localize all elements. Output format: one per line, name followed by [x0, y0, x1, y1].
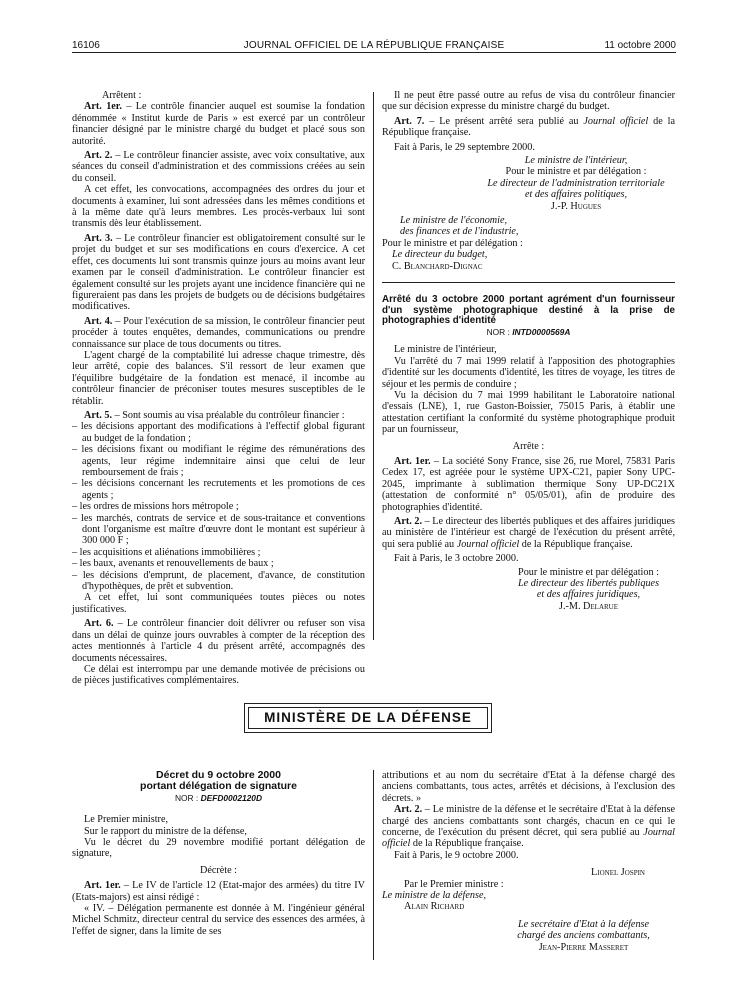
list-item: – les acquisitions et aliénations immobilières ;: [72, 546, 261, 558]
column-divider-bottom: [373, 770, 374, 960]
list-item: – les décisions concernant les recrutements et les promotions de ces agents ;: [72, 478, 365, 501]
arrete-title: Arrêté du 3 octobre 2000 portant agrément d'un fournisseur d'un système photographique destiné à la prise de photographies d'identité: [382, 294, 675, 327]
ministre-defense: Le ministre de la défense,: [382, 890, 487, 902]
column-divider: [373, 92, 374, 640]
decret-continuation: attributions et au nom du secrétaire d'Etat à la défense chargé des anciens combattants, tous actes, arrêtés et décisions, à l'exclusion des décrets. »: [382, 770, 675, 804]
decret-paragraph-iv: « IV. – Délégation permanente est donnée à M. l'ingénieur général Michel Schmitz, directeur central du service des essences des armées, à l'effet de signer, dans la limite de ses: [72, 903, 365, 937]
arrete-heading: Arrête :: [512, 440, 545, 452]
ministry-section-title: MINISTÈRE DE LA DÉFENSE: [248, 707, 488, 729]
separator: [382, 282, 675, 283]
vu-1: Vu l'arrêté du 7 mai 1999 relatif à l'apposition des photographies d'identité sur les documents d'identité, les titres de voyage, les titres de séjour et les permis de conduire ;: [382, 355, 675, 390]
list-item: – les décisions apportant des modifications à l'effectif global figurant au budget de la fondation ;: [72, 421, 365, 444]
article-4-paragraph: L'agent chargé de la comptabilité lui adresse chaque trimestre, dès leur arrêté, copie des balances. S'il ressort de leur examen que l'équilibre budgétaire de la fondation est menacé, il incombe au contrôleur financier de préconiser toutes mesures susceptibles de le rétablir.: [72, 349, 365, 407]
article-2-paragraph: A cet effet, les convocations, accompagnées des ordres du jour et documents à examiner, lui sont adressées dans les mêmes conditions et à la même date qu'à leurs membres. Les procès-verbaux lui sont transmis dès leur établissement.: [72, 184, 365, 230]
signature-block-1: Le ministre de l'intérieur, Pour le ministre et par délégation : Le directeur de l'administration territoriale et des affaires politiques, J.-P. Hugues: [487, 155, 665, 212]
nor-reference: NOR : INTD0000569A: [486, 326, 571, 337]
nor-reference-2: NOR : DEFD0002120D: [174, 792, 263, 803]
article-5: Art. 5. – Sont soumis au visa préalable du contrôleur financier :: [84, 409, 345, 421]
issue-date: 11 octobre 2000: [604, 40, 676, 51]
par-premier-ministre: Par le Premier ministre :: [404, 878, 504, 890]
signature-richard: Alain Richard: [404, 901, 465, 913]
decrete-heading: Décrète :: [199, 864, 238, 876]
ministry-section-box: [244, 703, 492, 733]
sur-le-rapport: Sur le rapport du ministre de la défense,: [84, 825, 247, 837]
arrete-article-2: Art. 2. – Le directeur des libertés publiques et des affaires juridiques au ministère de l'intérieur est chargé de l'exécution du présent arrêté, qui sera publié au Journal officiel de la République française.: [382, 515, 675, 550]
article-1: Art. 1er. – Le contrôle financier auquel est soumise la fondation dénommée « Institut kurde de Paris » est exercé par un contrôleur financier désigné par le ministre chargé du budget et placé sous son autorité.: [72, 101, 365, 147]
right-paragraph-1: Il ne peut être passé outre au refus de visa du contrôleur financier que sur décision expresse du ministre chargé du budget.: [382, 90, 675, 113]
list-item: – les baux, avenants et renouvellements de baux ;: [72, 558, 274, 570]
list-item: – les décisions fixant ou modifiant le régime des rémunérations des agents, leur régime indemnitaire ainsi que celui de leur remboursement de frais ;: [72, 444, 365, 478]
decret-article-2: Art. 2. – Le ministre de la défense et le secrétaire d'Etat à la défense chargé des anciens combattants sont chargés, chacun en ce qui le concerne, de l'exécution du présent décret, qui sera publié au Journal officiel de la République française.: [382, 804, 675, 850]
premier-ministre: Le Premier ministre,: [84, 814, 169, 826]
list-item: – les décisions d'emprunt, de placement, d'avance, de constitution d'hypothèques, de prêt et subvention.: [72, 569, 365, 593]
list-item: – les ordres de missions hors métropole ;: [72, 501, 239, 513]
bottom-right-column: [382, 770, 675, 953]
decret-title-1: Décret du 9 octobre 2000: [156, 769, 281, 781]
article-5-paragraph: A cet effet, lui sont communiquées toutes pièces ou notes justificatives.: [72, 592, 365, 615]
signature-block-masseret: Le secrétaire d'Etat à la défense chargé des anciens combattants, Jean-Pierre Masseret: [517, 918, 650, 953]
decret-article-1: Art. 1er. – Le IV de l'article 12 (Etat-major des armées) du titre IV (Etats-majors) est ainsi rédigé :: [72, 880, 365, 903]
right-column: [382, 90, 675, 612]
signature-block-3: Pour le ministre et par délégation : Le directeur des libertés publiques et des affaires juridiques, J.-M. Delarue: [517, 566, 660, 612]
journal-title: JOURNAL OFFICIEL DE LA RÉPUBLIQUE FRANÇAISE: [243, 40, 505, 51]
signature-block-2: Le ministre de l'économie, des finances et de l'industrie, Pour le ministre et par délégation : Le directeur du budget, C. Blanchard-Dignac: [382, 215, 523, 272]
article-4: Art. 4. – Pour l'exécution de sa mission, le contrôleur financier peut procéder à toutes enquêtes, demandes, communications ou prendre connaissance sur place de tous documents ou titres.: [72, 315, 365, 350]
fait-date: Fait à Paris, le 29 septembre 2000.: [394, 141, 535, 153]
page-number: 16106: [72, 40, 100, 51]
fait-date-2: Fait à Paris, le 3 octobre 2000.: [394, 553, 519, 565]
article-7: Art. 7. – Le présent arrêté sera publié au Journal officiel de la République française.: [382, 115, 676, 139]
list-item: – les marchés, contrats de service et de sous-traitance et conventions dont l'organisme est maître d'œuvre dont le montant est supérieur à 300 000 F ;: [72, 512, 365, 547]
article-2: Art. 2. – Le contrôleur financier assiste, avec voix consultative, aux séances du conseil d'administration et des commissions créées au sein du conseil.: [72, 150, 365, 184]
minister-intro: Le ministre de l'intérieur,: [394, 344, 497, 356]
article-3: Art. 3. – Le contrôleur financier est obligatoirement consulté sur le projet du budget et sur ses modifications en cours d'exercice. A cet effet, ces documents lui sont transmis quinze jours au moins avant leur examen par le conseil d'administration. Le contrôleur financier est également consulté sur les projets ayant une incidence financière qui ne figureraient pas dans les projets de budgets ou de décisions budgétaires modificatives.: [72, 232, 365, 313]
signature-jospin: Lionel Jospin: [591, 867, 645, 879]
vu-decret: Vu le décret du 29 novembre modifié portant délégation de signature,: [72, 837, 365, 860]
left-column: [72, 90, 365, 687]
arretent: Arrêtent :: [102, 90, 142, 101]
page-header: [72, 38, 676, 53]
vu-2: Vu la décision du 7 mai 1999 habilitant le Laboratoire national d'essais (LNE), 1, rue Gaston-Boissier, 75015 Paris, à établir une attestation certifiant la conformité du système photographique produit par un fournisseur,: [382, 389, 675, 436]
article-6-paragraph: Ce délai est interrompu par une demande motivée de précisions ou de pièces justificatives complémentaires.: [72, 663, 365, 687]
fait-date-3: Fait à Paris, le 9 octobre 2000.: [394, 849, 519, 861]
article-6: Art. 6. – Le contrôleur financier doit délivrer ou refuser son visa dans un délai de quinze jours ouvrables à compter de la réception des actes mentionnés à l'article 4 du présent arrêté, accompagnés des documents nécessaires.: [72, 618, 365, 664]
decret-title-2: portant délégation de signature: [140, 780, 297, 793]
bottom-left-column: [72, 770, 365, 937]
arrete-article-1: Art. 1er. – La société Sony France, sise 26, rue Morel, 75831 Paris Cedex 17, est agréée pour le système UPX-C21, papier Sony UPC-2045, imprimante à sublimation thermique Sony UP-DC21X (attestation de conformité n° 05/05/01), afin de produire des photographies d'identité.: [382, 455, 675, 513]
